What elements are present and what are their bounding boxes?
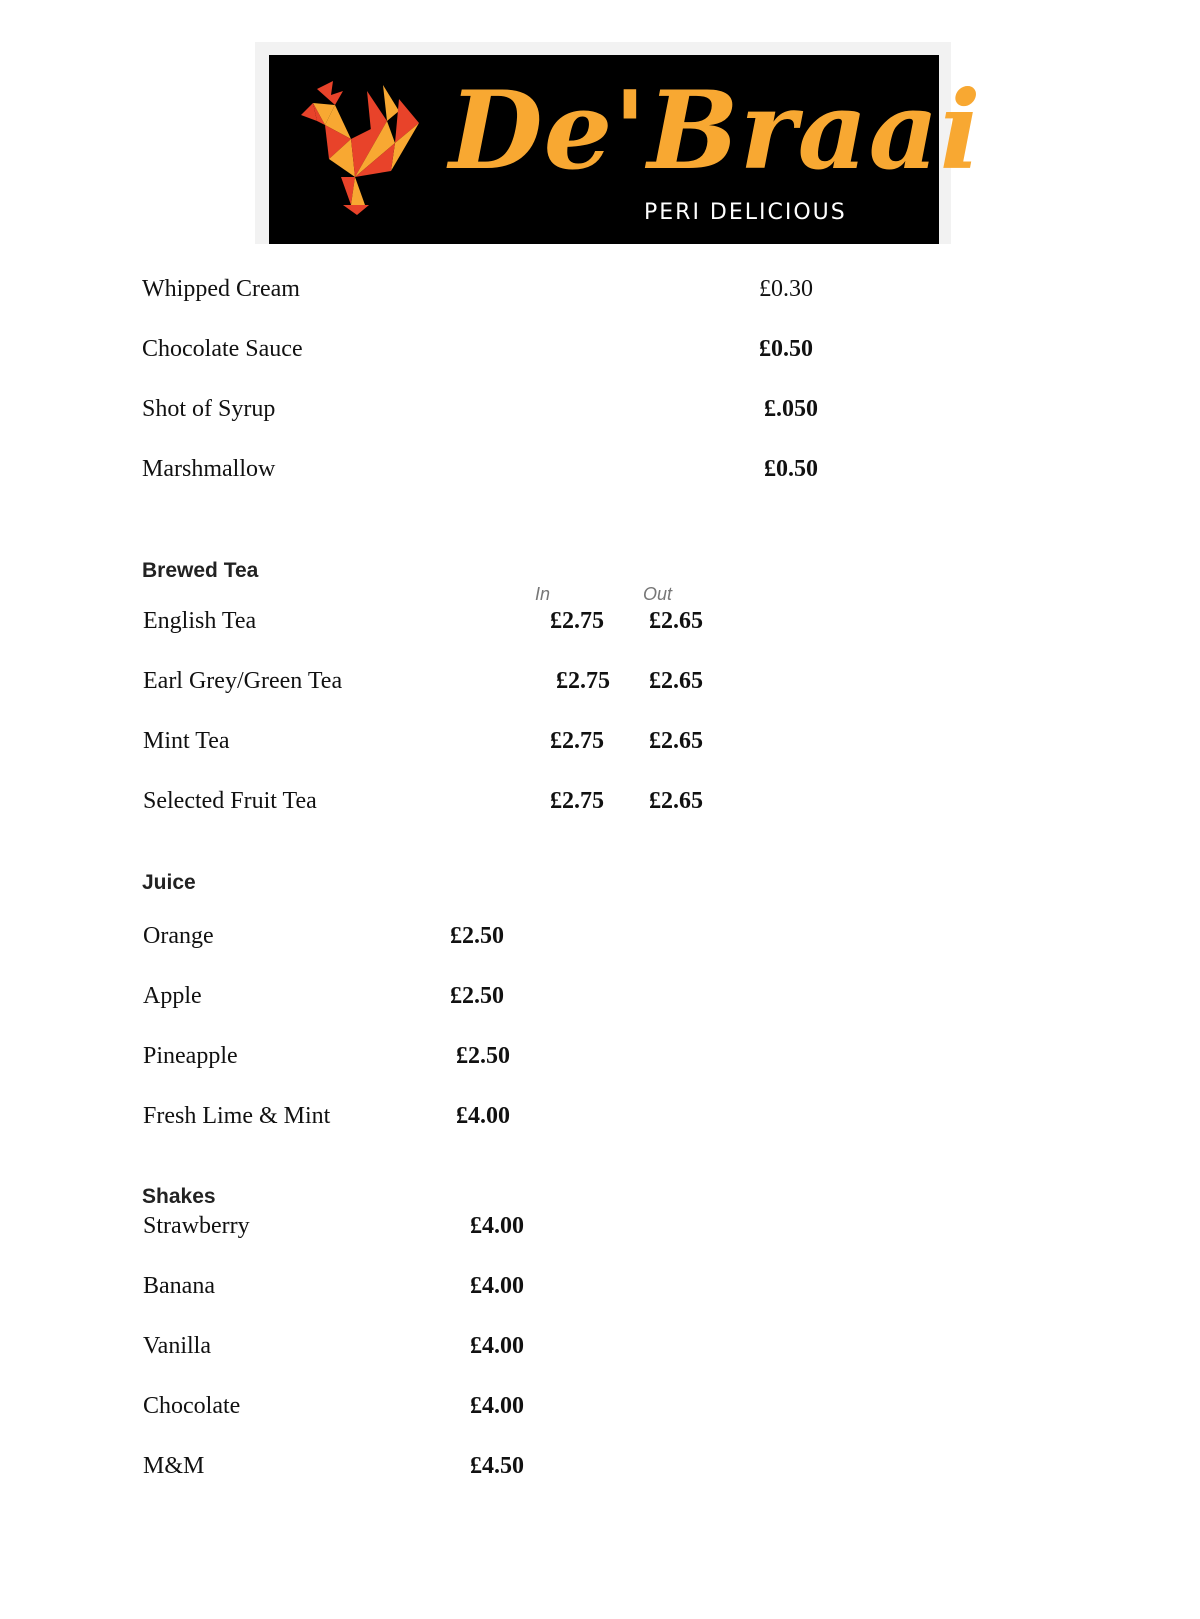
menu-item-name: Chocolate xyxy=(143,1393,241,1419)
rooster-icon xyxy=(295,81,425,223)
menu-item-price-in: £2.75 xyxy=(556,668,610,694)
column-header-out: Out xyxy=(643,584,673,604)
menu-item-price: £0.50 xyxy=(759,336,813,362)
menu-item-price: £4.50 xyxy=(470,1453,524,1479)
menu-item-price: £4.00 xyxy=(470,1393,524,1419)
menu-item-price: £2.50 xyxy=(450,983,504,1009)
brand-tagline: PERI DELICIOUS xyxy=(644,200,847,225)
menu-item-price: £4.00 xyxy=(470,1273,524,1299)
menu-item-name: Pineapple xyxy=(143,1043,238,1069)
menu-item-name: Mint Tea xyxy=(143,728,230,754)
menu-item-name: Whipped Cream xyxy=(142,276,300,302)
menu-item-price-out: £2.65 xyxy=(649,728,703,754)
logo-banner xyxy=(255,42,982,244)
menu-item-name: Earl Grey/Green Tea xyxy=(143,668,343,694)
menu-item-name: Banana xyxy=(143,1273,215,1299)
menu-item-name: Orange xyxy=(143,923,214,949)
menu-item-price-out: £2.65 xyxy=(649,788,703,814)
logo-box xyxy=(269,55,982,244)
brand-name: De'Braai xyxy=(449,68,982,194)
menu-item-price-out: £2.65 xyxy=(649,608,703,634)
menu-item-name: Apple xyxy=(143,983,202,1009)
menu-item-price: £.050 xyxy=(764,396,818,422)
section-heading-shakes: Shakes xyxy=(142,1185,216,1208)
menu-item-price: £4.00 xyxy=(470,1333,524,1359)
menu-item-price: £0.50 xyxy=(764,456,818,482)
menu-item-price: £0.30 xyxy=(759,276,813,302)
menu-item-name: Strawberry xyxy=(143,1213,250,1239)
menu-item-price: £4.00 xyxy=(470,1213,524,1239)
menu-item-price-in: £2.75 xyxy=(550,728,604,754)
column-header-in: In xyxy=(535,584,551,604)
menu-item-price: £2.50 xyxy=(456,1043,510,1069)
menu-item-name: Selected Fruit Tea xyxy=(143,788,317,814)
menu-item-name: M&M xyxy=(143,1453,205,1479)
menu-item-name: English Tea xyxy=(143,608,257,634)
menu-item-price-out: £2.65 xyxy=(649,668,703,694)
menu-item-name: Shot of Syrup xyxy=(142,396,276,422)
menu-item-price-in: £2.75 xyxy=(550,788,604,814)
menu-item-name: Fresh Lime & Mint xyxy=(143,1103,331,1129)
menu-item-price-in: £2.75 xyxy=(550,608,604,634)
menu-item-price: £4.00 xyxy=(456,1103,510,1129)
menu-item-name: Chocolate Sauce xyxy=(142,336,303,362)
section-heading-juice: Juice xyxy=(142,871,196,894)
section-heading-brewed-tea: Brewed Tea xyxy=(142,559,259,582)
menu-item-name: Vanilla xyxy=(143,1333,211,1359)
menu-item-price: £2.50 xyxy=(450,923,504,949)
menu-item-name: Marshmallow xyxy=(142,456,276,482)
